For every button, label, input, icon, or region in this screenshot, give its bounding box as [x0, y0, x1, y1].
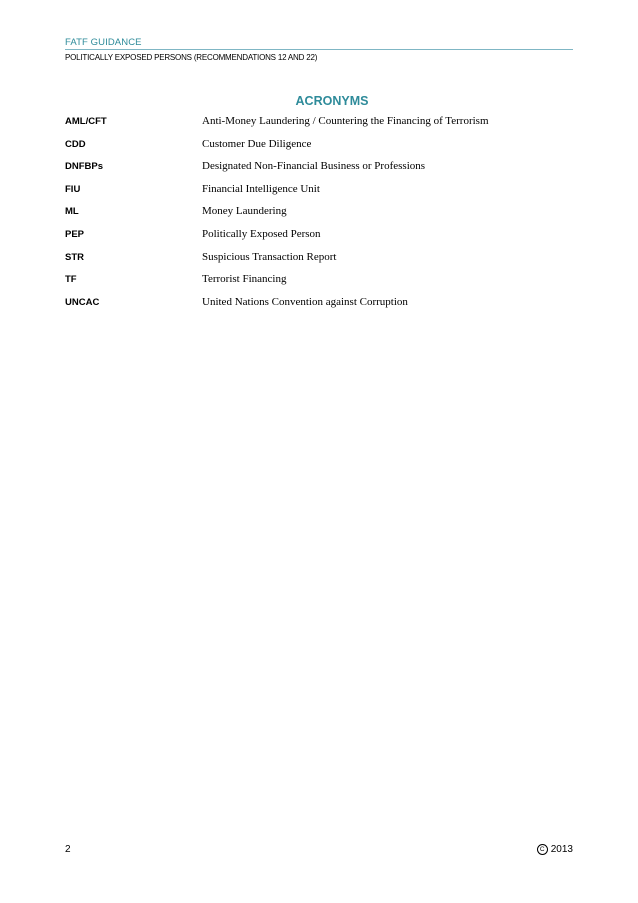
acronym-definition: Customer Due Diligence: [202, 137, 312, 150]
acronym-term: PEP: [65, 228, 85, 240]
acronym-row: [65, 293, 573, 316]
acronym-row: [65, 112, 573, 135]
copyright-notice: [537, 844, 573, 855]
acronym-term: TF: [65, 274, 77, 286]
acronym-row: [65, 248, 573, 271]
acronym-list: [65, 112, 573, 315]
acronym-row: [65, 202, 573, 225]
acronym-term: FIU: [65, 183, 81, 195]
acronym-definition: United Nations Convention against Corruption: [202, 295, 408, 308]
acronym-row: [65, 135, 573, 158]
acronym-row: [65, 225, 573, 248]
acronym-term: STR: [65, 251, 84, 263]
acronym-definition: Anti-Money Laundering / Countering the Financing of Terrorism: [202, 115, 489, 127]
document-subtitle: POLITICALLY EXPOSED PERSONS (RECOMMENDATIONS 12 AND 22): [65, 53, 318, 62]
acronym-row: [65, 180, 573, 203]
acronym-definition: Terrorist Financing: [202, 273, 287, 286]
copyright-icon: C: [537, 844, 548, 855]
section-heading: ACRONYMS: [295, 94, 369, 108]
page-number: 2: [65, 844, 71, 855]
document-series-title: FATF GUIDANCE: [65, 37, 142, 48]
acronym-row: [65, 157, 573, 180]
acronym-term: ML: [65, 206, 79, 218]
acronym-definition: Money Laundering: [202, 205, 287, 218]
acronym-term: AML/CFT: [65, 116, 107, 127]
acronym-definition: Financial Intelligence Unit: [202, 182, 320, 195]
acronym-row: [65, 270, 573, 293]
acronym-term: UNCAC: [65, 296, 100, 308]
header-divider: [65, 49, 573, 50]
acronym-term: CDD: [65, 138, 86, 150]
acronym-definition: Suspicious Transaction Report: [202, 250, 337, 263]
acronym-definition: Designated Non-Financial Business or Professions: [202, 160, 426, 173]
acronym-definition: Politically Exposed Person: [202, 227, 321, 240]
acronym-term: DNFBPs: [65, 161, 104, 173]
page-header: [65, 37, 573, 63]
copyright-year: 2013: [550, 844, 573, 855]
